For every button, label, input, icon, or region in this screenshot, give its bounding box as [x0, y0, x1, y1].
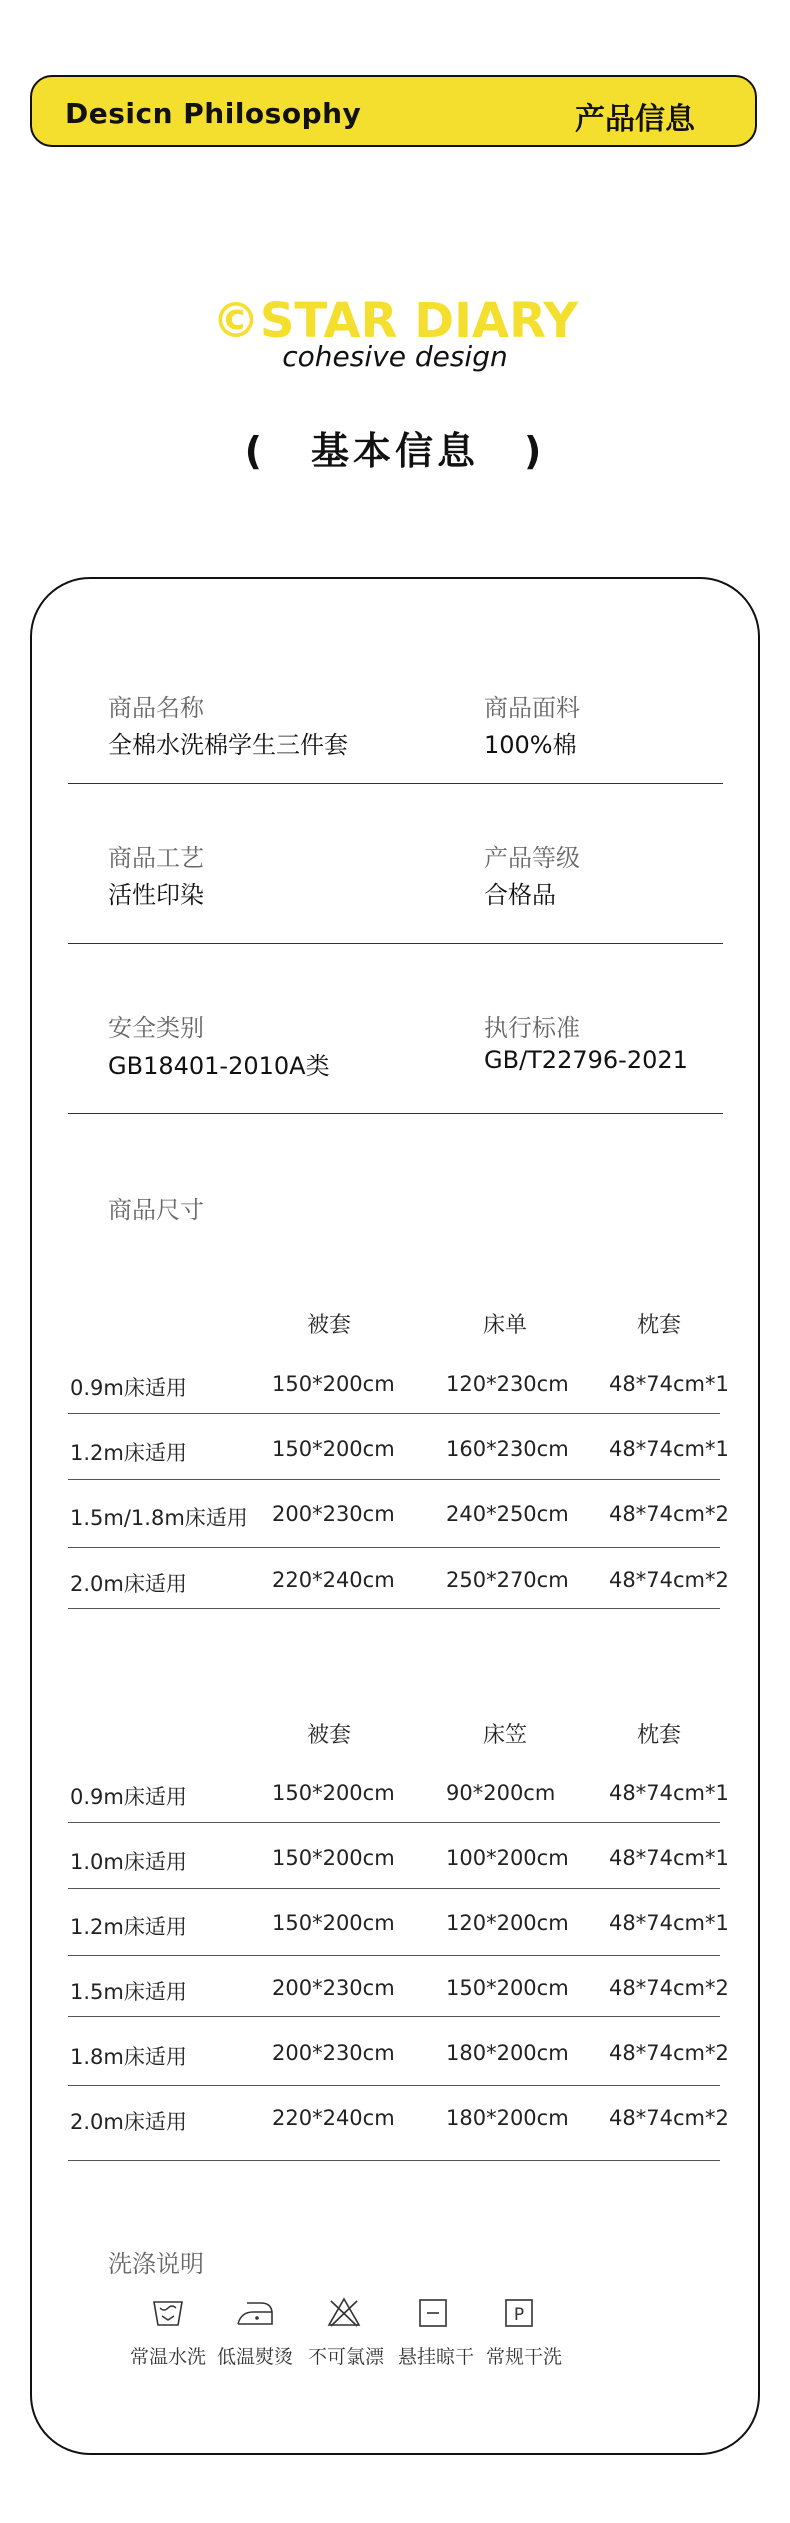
table-cell: 250*270cm: [446, 1568, 569, 1592]
table-cell: 0.9m床适用: [70, 1785, 187, 1809]
name-value: 全棉水洗棉学生三件套: [108, 731, 348, 759]
care-title: 洗涤说明: [108, 2250, 204, 2278]
table-cell: 240*250cm: [446, 1502, 569, 1526]
section-title-close: ): [524, 429, 546, 473]
table-cell: 180*200cm: [446, 2106, 569, 2130]
row-divider: [68, 1888, 720, 1889]
row-divider: [68, 1479, 720, 1480]
standard-label: 执行标准: [484, 1014, 580, 1042]
row-divider: [68, 1413, 720, 1414]
section-title-open: (: [244, 429, 266, 473]
table-cell: 1.5m床适用: [70, 1980, 187, 2004]
table-cell: 220*240cm: [272, 1568, 395, 1592]
table-cell: 120*200cm: [446, 1911, 569, 1935]
table-cell: 1.2m床适用: [70, 1915, 187, 1939]
table-header: 枕套: [637, 1313, 682, 1338]
craft-label: 商品工艺: [108, 844, 204, 872]
table-cell: 200*230cm: [272, 2041, 395, 2065]
care-label: 悬挂晾干: [398, 2346, 475, 2368]
svg-text:P: P: [513, 2305, 525, 2325]
table-header: 床笠: [483, 1723, 528, 1748]
table-cell: 150*200cm: [272, 1781, 395, 1805]
section-title-text: 基本信息: [310, 429, 479, 473]
table-cell: 160*230cm: [446, 1437, 569, 1461]
line-dry-icon: [418, 2298, 448, 2328]
table-cell: 48*74cm*1: [609, 1911, 729, 1935]
table-header: 被套: [307, 1723, 352, 1748]
table-cell: 150*200cm: [272, 1437, 395, 1461]
brand-logo: ©STAR DIARY: [211, 293, 579, 349]
table-cell: 0.9m床适用: [70, 1376, 187, 1400]
name-label: 商品名称: [108, 694, 204, 722]
divider: [68, 783, 723, 784]
table-cell: 48*74cm*2: [609, 2041, 729, 2065]
table-cell: 1.5m/1.8m床适用: [70, 1506, 248, 1530]
divider: [68, 1113, 723, 1114]
table-header: 被套: [307, 1313, 352, 1338]
table-cell: 150*200cm: [272, 1372, 395, 1396]
row-divider: [68, 2016, 720, 2017]
dry-clean-p-icon: [504, 2298, 534, 2328]
table-cell: 48*74cm*1: [609, 1781, 729, 1805]
section-title: [0, 420, 790, 475]
table-cell: 48*74cm*2: [609, 1976, 729, 2000]
no-bleach-icon: [326, 2296, 362, 2328]
table-cell: 220*240cm: [272, 2106, 395, 2130]
table-cell: 200*230cm: [272, 1502, 395, 1526]
craft-value: 活性印染: [108, 881, 204, 909]
table-cell: 200*230cm: [272, 1976, 395, 2000]
brand-tagline: cohesive design: [282, 340, 508, 373]
iron-icon: [235, 2298, 275, 2328]
table-header: 枕套: [637, 1723, 682, 1748]
table-cell: 48*74cm*2: [609, 1502, 729, 1526]
table-cell: 48*74cm*1: [609, 1846, 729, 1870]
table-cell: 1.8m床适用: [70, 2045, 187, 2069]
banner-product-info-text: 产品信息: [575, 102, 695, 137]
care-label: 常温水洗: [130, 2346, 207, 2368]
wash-tub-icon: [151, 2298, 185, 2328]
size-label: 商品尺寸: [108, 1196, 204, 1224]
care-label: 常规干洗: [486, 2346, 563, 2368]
banner-philosophy-text: Desicn Philosophy: [65, 97, 362, 130]
table-cell: 48*74cm*1: [609, 1437, 729, 1461]
safety-label: 安全类别: [108, 1014, 204, 1042]
table-cell: 180*200cm: [446, 2041, 569, 2065]
table-cell: 100*200cm: [446, 1846, 569, 1870]
standard-value: GB/T22796-2021: [484, 1046, 688, 1074]
fabric-label: 商品面料: [484, 694, 580, 722]
table-cell: 1.2m床适用: [70, 1441, 187, 1465]
table-cell: 48*74cm*2: [609, 1568, 729, 1592]
table-cell: 2.0m床适用: [70, 1572, 187, 1596]
care-label: 不可氯漂: [308, 2346, 385, 2368]
table-cell: 2.0m床适用: [70, 2110, 187, 2134]
table-cell: 48*74cm*2: [609, 2106, 729, 2130]
care-label: 低温熨烫: [217, 2346, 294, 2368]
row-divider: [68, 1955, 720, 1956]
table-cell: 150*200cm: [446, 1976, 569, 2000]
table-cell: 150*200cm: [272, 1911, 395, 1935]
row-divider: [68, 1608, 720, 1609]
divider: [68, 943, 723, 944]
grade-label: 产品等级: [484, 844, 580, 872]
table-cell: 48*74cm*1: [609, 1372, 729, 1396]
row-divider: [68, 1547, 720, 1548]
table-cell: 90*200cm: [446, 1781, 556, 1805]
table-cell: 1.0m床适用: [70, 1850, 187, 1874]
row-divider: [68, 1822, 720, 1823]
safety-value: GB18401-2010A类: [108, 1052, 330, 1080]
row-divider: [68, 2160, 720, 2161]
row-divider: [68, 2085, 720, 2086]
table-cell: 150*200cm: [272, 1846, 395, 1870]
table-cell: 120*230cm: [446, 1372, 569, 1396]
fabric-value: 100%棉: [484, 731, 577, 759]
table-header: 床单: [483, 1313, 528, 1338]
grade-value: 合格品: [484, 881, 556, 909]
top-banner: [30, 75, 757, 147]
